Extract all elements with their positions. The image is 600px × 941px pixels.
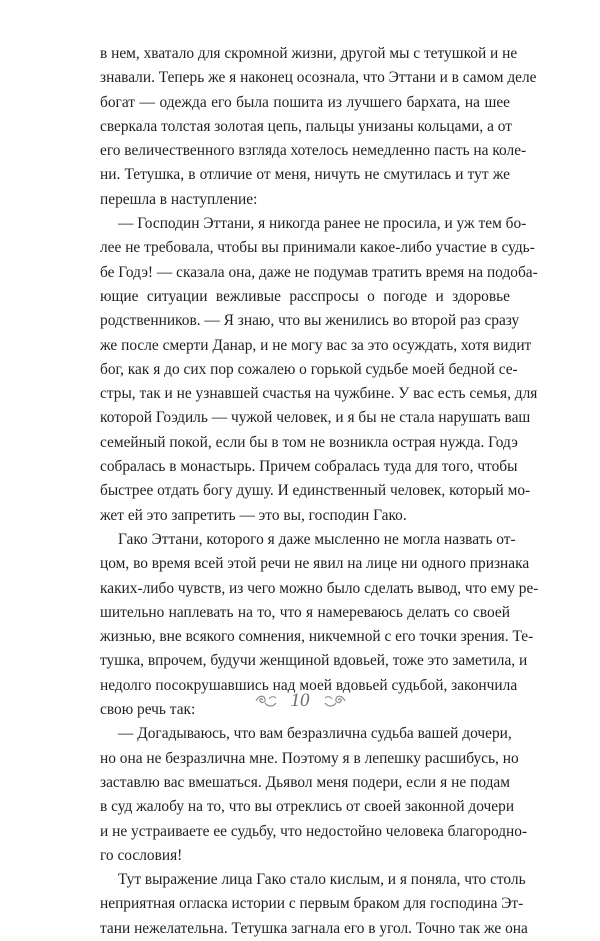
text-line: каких-либо чувств, из чего можно было сделать вывод, что ему ре- <box>100 579 539 597</box>
text-line: го сословия! <box>100 846 183 864</box>
text-line: богат — одежда его была пошита из лучшего бархата, на шее <box>100 93 510 111</box>
text-line: Гако Эттани, которого я даже мысленно не могла назвать от- <box>118 530 516 548</box>
book-page-text <box>100 42 539 941</box>
text-line: и не устраиваете ее судьбу, что недостойно человека благородно- <box>100 822 528 840</box>
text-line: лее не требовала, чтобы вы принимали какое-либо участие в судь- <box>100 239 535 257</box>
text-line: Тут выражение лица Гако стало кислым, и я поняла, что столь <box>118 871 526 889</box>
text-line: его величественного взгляда хотелось немедленно пасть на коле- <box>100 142 527 160</box>
text-line: в суд жалобу на то, что вы отреклись от своей законной дочери <box>100 798 515 816</box>
text-line: стры, так и не узнавшей счастья на чужбине. У вас есть семья, для <box>100 385 538 403</box>
text-line: — Догадываюсь, что вам безразлична судьба вашей дочери, <box>118 725 512 743</box>
text-line: тушка, впрочем, будучи женщиной вдовьей, тоже это заметила, и <box>100 652 528 670</box>
text-line: жизнью, вне всякого сомнения, никчемной с его точки зрения. Те- <box>100 628 534 646</box>
text-line: же после смерти Данар, и не могу вас за это осуждать, хотя видит <box>100 336 532 354</box>
text-line: семейный покой, если бы в том не возникла острая нужда. Годэ <box>100 433 518 451</box>
text-line: родственников. — Я знаю, что вы женились во второй раз сразу <box>100 312 520 330</box>
text-line: свою речь так: <box>100 701 196 719</box>
text-line: ющие ситуации вежливые расспросы о погоде и здоровье <box>100 287 510 305</box>
left-ornament-icon <box>253 693 279 709</box>
text-line: недолго посокрушавшись над моей вдовьей судьбой, закончила <box>100 676 518 694</box>
page-footer <box>0 690 600 712</box>
page-number: 10 <box>290 690 310 711</box>
text-line: бе Годэ! — сказала она, даже не подумав тратить время на подоба- <box>100 263 538 281</box>
text-line: но она не безразлична мне. Поэтому я в лепешку расшибусь, но <box>100 749 519 767</box>
text-line: заставлю вас вмешаться. Дьявол меня подери, если я не подам <box>100 773 510 791</box>
text-line: сверкала толстая золотая цепь, пальцы унизаны кольцами, а от <box>100 117 512 135</box>
text-line: шительно наплевать на то, что я намереваюсь делать со своей <box>100 603 510 621</box>
text-line: — Господин Эттани, я никогда ранее не просила, и уж тем бо- <box>118 215 527 233</box>
text-line: тани нежелательна. Тетушка загнала его в угол. Точно так же она <box>100 919 528 937</box>
text-line: жет ей это запретить — это вы, господин Гако. <box>100 506 407 524</box>
text-line: в нем, хватало для скромной жизни, другой мы с тетушкой и не <box>100 45 518 62</box>
text-line: неприятная огласка истории с первым браком для господина Эт- <box>100 895 524 913</box>
text-line: быстрее отдать богу душу. И единственный человек, который мо- <box>100 482 531 500</box>
text-line: знавали. Теперь же я наконец осознала, что Эттани и в самом деле <box>100 69 537 87</box>
text-line: бог, как я до сих пор сожалею о горькой судьбе моей бедной се- <box>100 360 518 378</box>
right-ornament-icon <box>322 693 348 709</box>
text-line: цом, во время всей этой речи не явил на лице ни одного признака <box>100 555 530 573</box>
text-line: перешла в наступление: <box>100 190 258 208</box>
text-line: собралась в монастырь. Причем собралась туда для того, чтобы <box>100 458 518 476</box>
text-line: ни. Тетушка, в отличие от меня, ничуть не смутилась и тут же <box>100 166 510 184</box>
text-line: которой Гоэдиль — чужой человек, и я бы не стала нарушать ваш <box>100 409 531 427</box>
